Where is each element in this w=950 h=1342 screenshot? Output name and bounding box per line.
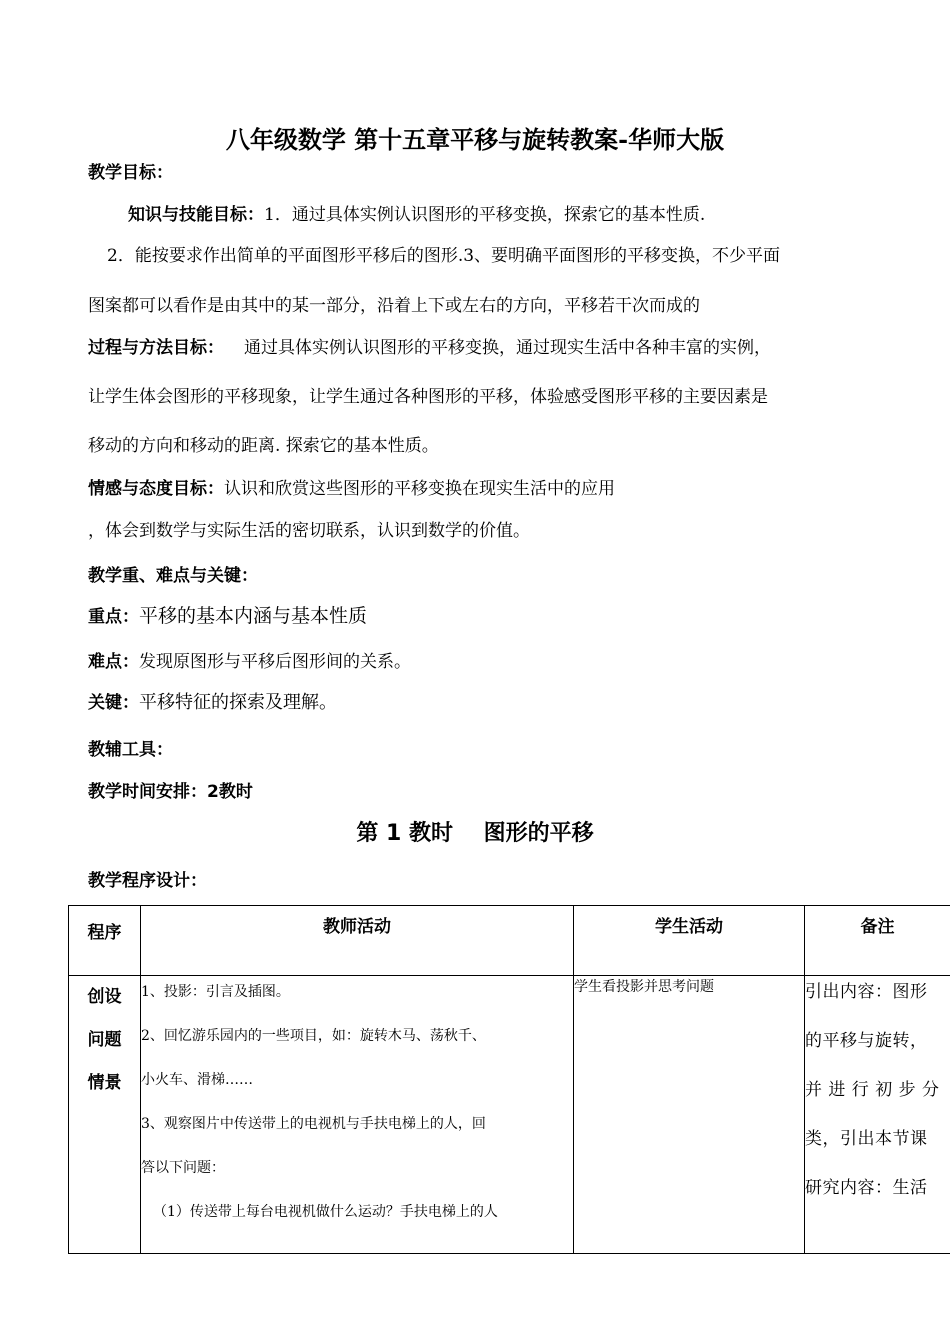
step-line: 创设	[87, 987, 122, 1007]
difficulty-line	[88, 647, 411, 672]
teaching-goals-heading: 教学目标：	[88, 163, 173, 183]
key-point-text: 平移的基本内涵与基本性质	[139, 605, 368, 627]
process-goal-text1: 通过具体实例认识图形的平移变换，通过现实生活中各种丰富的实例，	[244, 338, 771, 358]
key-point-line	[88, 601, 367, 628]
key-text: 平移特征的探索及理解。	[139, 692, 337, 713]
lesson-title: 第 1 教时 图形的平移	[356, 821, 594, 846]
step-cell	[69, 976, 141, 1254]
step-line: 情景	[87, 1073, 122, 1093]
knowledge-goal-line2: 2．能按要求作出简单的平面图形平移后的图形.3、要明确平面图形的平移变换，不少平面	[107, 246, 781, 266]
teacher-line: 小火车、滑梯……	[141, 1072, 253, 1088]
emotion-goal-line2: ，体会到数学与实际生活的密切联系，认识到数学的价值。	[88, 521, 530, 541]
table-header-row	[69, 906, 950, 976]
note-line: 类，引出本节课	[805, 1129, 928, 1149]
student-cell	[574, 976, 805, 1254]
emotion-goal-line1	[88, 474, 615, 499]
note-line: 的平移与旋转，	[805, 1031, 928, 1051]
procedure-table	[68, 905, 950, 1254]
header-note: 备注	[805, 906, 950, 976]
step-line: 问题	[87, 1030, 122, 1050]
process-goal-line2: 让学生体会图形的平移现象，让学生通过各种图形的平移，体验感受图形平移的主要因素是	[88, 387, 768, 407]
header-student: 学生活动	[574, 906, 805, 976]
teacher-line: 3、观察图片中传送带上的电视机与手扶电梯上的人，回	[141, 1116, 486, 1132]
note-cell	[805, 976, 950, 1254]
teacher-cell	[141, 976, 574, 1254]
knowledge-goal-line3: 图案都可以看作是由其中的某一部分，沿着上下或左右的方向，平移若干次而成的	[88, 296, 700, 316]
knowledge-goal-text1: 1．通过具体实例认识图形的平移变换，探索它的基本性质.	[264, 205, 706, 225]
teacher-line: 答以下问题：	[141, 1160, 225, 1176]
difficulty-label: 难点：	[88, 652, 139, 672]
process-goal-label: 过程与方法目标：	[88, 338, 224, 358]
emotion-goal-text1: 认识和欣赏这些图形的平移变换在现实生活中的应用	[224, 479, 615, 499]
emotion-goal-label: 情感与态度目标：	[88, 479, 224, 499]
knowledge-goal-line1	[128, 200, 705, 225]
table-row	[69, 976, 950, 1254]
knowledge-goal-label: 知识与技能目标：	[128, 205, 264, 225]
teacher-line: 2、回忆游乐园内的一些项目，如：旋转木马、荡秋千、	[141, 1028, 486, 1044]
key-points-heading: 教学重、难点与关键：	[88, 566, 258, 586]
note-line: 引出内容：图形	[805, 982, 928, 1002]
key-label: 关键：	[88, 693, 139, 713]
student-text: 学生看投影并思考问题	[574, 979, 714, 995]
procedure-heading: 教学程序设计：	[88, 871, 207, 891]
note-line: 研究内容：生活	[805, 1178, 928, 1198]
process-goal-line3: 移动的方向和移动的距离. 探索它的基本性质。	[88, 436, 439, 456]
difficulty-text: 发现原图形与平移后图形间的关系。	[139, 652, 411, 672]
teacher-line: 1、投影：引言及插图。	[141, 984, 290, 1000]
key-line	[88, 688, 337, 714]
schedule-heading: 教学时间安排：2教时	[88, 782, 253, 802]
document-title: 八年级数学 第十五章平移与旋转教案-华师大版	[225, 125, 725, 154]
teacher-line: （1）传送带上每台电视机做什么运动？手扶电梯上的人	[153, 1204, 498, 1220]
note-line: 并 进 行 初 步 分	[805, 1080, 940, 1100]
header-step: 程序	[69, 906, 141, 976]
tools-heading: 教辅工具：	[88, 740, 173, 760]
process-goal-line1	[88, 333, 771, 358]
key-point-label: 重点：	[88, 607, 139, 627]
header-teacher: 教师活动	[141, 906, 574, 976]
